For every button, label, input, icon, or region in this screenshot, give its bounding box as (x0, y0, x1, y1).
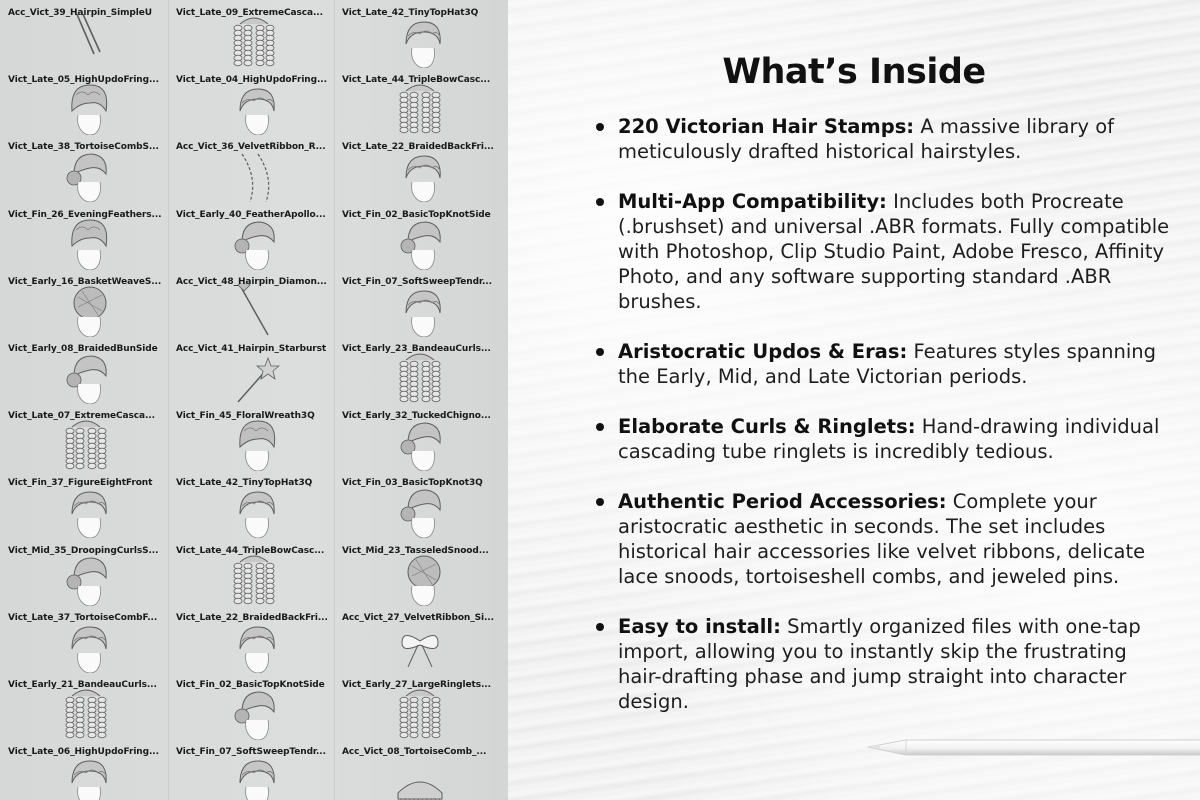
brush-item[interactable] (0, 202, 168, 270)
brush-thumbnail (60, 619, 112, 673)
brush-thumbnail (394, 216, 446, 270)
brush-item[interactable] (0, 67, 168, 135)
brush-item[interactable] (0, 470, 168, 538)
brush-thumbnail (60, 14, 112, 68)
brush-name-label: Vict_Late_37_TortoiseCombF... (8, 612, 158, 623)
brush-thumbnail (228, 148, 280, 202)
brush-thumbnail (394, 350, 446, 404)
brush-item[interactable] (0, 739, 168, 800)
brush-thumbnail (228, 753, 280, 800)
brush-name-label: Vict_Fin_02_BasicTopKnotSide (342, 209, 491, 220)
brush-name-label: Vict_Early_32_TuckedChigno... (342, 411, 491, 422)
brush-item[interactable] (168, 470, 336, 538)
brush-thumbnail (60, 417, 112, 471)
brush-thumbnail (394, 753, 446, 800)
brush-thumbnail (228, 484, 280, 538)
brush-item[interactable] (0, 605, 168, 673)
brush-name-label: Vict_Early_27_LargeRinglets... (342, 680, 491, 690)
feature-description: Includes both Procreate (.brushset) and universal .ABR formats. Fully compatible with Photoshop, Clip Studio Paint, Adobe Fresco, Affinity Photo, and any software supporting standard .ABR brushes. (618, 190, 1170, 313)
feature-description: Smartly organized files with one-tap import, allowing you to instantly skip the frustrating hair-drafting phase and jump straight into character design. (618, 615, 1141, 713)
brush-thumbnail (228, 619, 280, 673)
brush-name-label: Vict_Late_05_HighUpdoFring... (8, 75, 159, 86)
brush-name-label: Vict_Fin_26_EveningFeathers... (8, 209, 162, 220)
brush-thumbnail (394, 283, 446, 337)
bullet-dot-icon (596, 348, 604, 356)
brush-thumbnail (60, 350, 112, 404)
brush-thumbnail (228, 216, 280, 270)
brush-item[interactable] (0, 538, 168, 606)
info-panel (508, 0, 1200, 800)
feature-description: Hand-drawing individual cascading tube ringlets is incredibly tedious. (618, 415, 1160, 463)
brush-item[interactable] (0, 336, 168, 404)
feature-item (596, 414, 1176, 464)
brush-item[interactable] (334, 672, 502, 740)
brush-item[interactable] (334, 605, 502, 673)
feature-title: Easy to install: (618, 615, 781, 638)
brush-name-label: Vict_Early_21_BandeauCurls... (8, 680, 157, 690)
bullet-dot-icon (596, 623, 604, 631)
brush-name-label: Vict_Late_38_TortoiseCombS... (8, 142, 159, 153)
brush-name-label: Vict_Fin_07_SoftSweepTendr... (342, 276, 492, 287)
feature-item (596, 489, 1176, 589)
brush-name-label: Vict_Late_42_TinyTopHat3Q (342, 8, 479, 18)
brush-name-label: Vict_Late_22_BraidedBackFri... (176, 612, 328, 623)
brush-item[interactable] (168, 134, 336, 202)
brush-name-label: Vict_Fin_03_BasicTopKnot3Q (342, 478, 483, 489)
brush-item[interactable] (334, 470, 502, 538)
brush-thumbnail (228, 552, 280, 606)
brush-name-label: Vict_Early_40_FeatherApollo... (176, 209, 326, 220)
bullet-dot-icon (596, 198, 604, 206)
brush-thumbnail (394, 14, 446, 68)
brush-thumbnail (60, 283, 112, 337)
brush-thumbnail (60, 753, 112, 800)
feature-title: Elaborate Curls & Ringlets: (618, 415, 916, 438)
brush-item[interactable] (334, 538, 502, 606)
brush-item[interactable] (168, 538, 336, 606)
brush-name-label: Vict_Late_42_TinyTopHat3Q (176, 478, 313, 489)
brush-name-label: Vict_Mid_35_DroopingCurlsS... (8, 545, 159, 556)
stylus-pencil-image (866, 736, 1200, 758)
bullet-dot-icon (596, 498, 604, 506)
brush-thumbnail (394, 686, 446, 740)
brush-name-label: Vict_Mid_23_TasseledSnood... (342, 545, 489, 556)
brush-thumbnail (394, 552, 446, 606)
brush-name-label: Acc_Vict_27_VelvetRibbon_Si... (342, 612, 494, 623)
brush-name-label: Vict_Late_22_BraidedBackFri... (342, 142, 494, 153)
feature-item (596, 339, 1176, 389)
brush-name-label: Vict_Early_16_BasketWeaveS... (8, 276, 162, 287)
brush-item[interactable] (334, 67, 502, 135)
bullet-dot-icon (596, 423, 604, 431)
brush-item[interactable] (0, 672, 168, 740)
feature-list (596, 114, 1176, 739)
brush-item[interactable] (0, 0, 168, 68)
info-title: What’s Inside (722, 52, 986, 92)
brush-name-label: Acc_Vict_39_Hairpin_SimpleU (8, 8, 152, 18)
brush-name-label: Vict_Fin_37_FigureEightFront (8, 478, 153, 489)
brush-item[interactable] (168, 67, 336, 135)
brush-item[interactable] (0, 134, 168, 202)
feature-title: Multi-App Compatibility: (618, 190, 887, 213)
brush-item[interactable] (334, 336, 502, 404)
brush-thumbnail (394, 619, 446, 673)
feature-item (596, 614, 1176, 714)
brush-thumbnail (228, 417, 280, 471)
brush-name-label: Vict_Late_06_HighUpdoFring... (8, 747, 159, 758)
brush-thumbnail (60, 552, 112, 606)
brush-item[interactable] (334, 739, 502, 800)
brush-name-label: Acc_Vict_08_TortoiseComb_... (342, 747, 487, 758)
brush-name-label: Vict_Late_44_TripleBowCasc... (342, 75, 491, 86)
brush-item[interactable] (334, 0, 502, 68)
brush-name-label: Vict_Late_44_TripleBowCasc... (176, 545, 325, 556)
brush-thumbnail (228, 686, 280, 740)
brush-thumbnail (60, 216, 112, 270)
brush-name-label: Vict_Fin_02_BasicTopKnotSide (176, 680, 325, 690)
feature-title: Aristocratic Updos & Eras: (618, 340, 908, 363)
feature-description: A massive library of meticulously drafted historical hairstyles. (618, 115, 1114, 163)
brush-name-label: Vict_Late_09_ExtremeCasca... (176, 8, 323, 18)
brush-name-label: Vict_Fin_07_SoftSweepTendr... (176, 747, 326, 758)
brush-thumbnail (228, 81, 280, 135)
brush-item[interactable] (334, 134, 502, 202)
brush-thumbnail (228, 350, 280, 404)
brush-item[interactable] (168, 605, 336, 673)
brush-item[interactable] (168, 672, 336, 740)
brush-item[interactable] (168, 336, 336, 404)
brush-name-label: Acc_Vict_48_Hairpin_Diamon... (176, 276, 327, 287)
brush-item[interactable] (0, 269, 168, 337)
brush-thumbnail (60, 686, 112, 740)
brush-name-label: Acc_Vict_36_VelvetRibbon_R... (176, 142, 326, 153)
brush-name-label: Vict_Late_04_HighUpdoFring... (176, 75, 327, 86)
brush-name-label: Vict_Early_23_BandeauCurls... (342, 344, 491, 354)
brush-item[interactable] (168, 202, 336, 270)
brush-thumbnail (394, 484, 446, 538)
feature-title: 220 Victorian Hair Stamps: (618, 115, 915, 138)
bullet-dot-icon (596, 123, 604, 131)
brush-thumbnail (394, 148, 446, 202)
brush-thumbnail (228, 14, 280, 68)
brush-item[interactable] (0, 403, 168, 471)
brush-name-label: Acc_Vict_41_Hairpin_Starburst (176, 344, 327, 354)
brush-item[interactable] (168, 0, 336, 68)
brush-name-label: Vict_Fin_45_FloralWreath3Q (176, 411, 315, 422)
brush-thumbnail (228, 283, 280, 337)
brush-name-label: Vict_Early_08_BraidedBunSide (8, 344, 158, 354)
brush-thumbnail (394, 417, 446, 471)
brush-item[interactable] (334, 403, 502, 471)
brush-thumbnail (60, 148, 112, 202)
brush-thumbnail (60, 81, 112, 135)
feature-item (596, 114, 1176, 164)
brush-thumbnail (394, 81, 446, 135)
brush-item[interactable] (168, 739, 336, 800)
feature-title: Authentic Period Accessories: (618, 490, 947, 513)
brush-item[interactable] (334, 202, 502, 270)
brush-item[interactable] (168, 403, 336, 471)
feature-description: Features styles spanning the Early, Mid, and Late Victorian periods. (618, 340, 1156, 388)
brush-name-label: Vict_Late_07_ExtremeCasca... (8, 411, 155, 422)
brush-thumbnail (60, 484, 112, 538)
feature-description: Complete your aristocratic aesthetic in seconds. The set includes historical hair accessories like velvet ribbons, delicate lace snoods, tortoiseshell combs, and jeweled pins. (618, 490, 1146, 588)
brush-item[interactable] (334, 269, 502, 337)
brush-library-panel (0, 0, 508, 800)
feature-item (596, 189, 1176, 314)
brush-item[interactable] (168, 269, 336, 337)
